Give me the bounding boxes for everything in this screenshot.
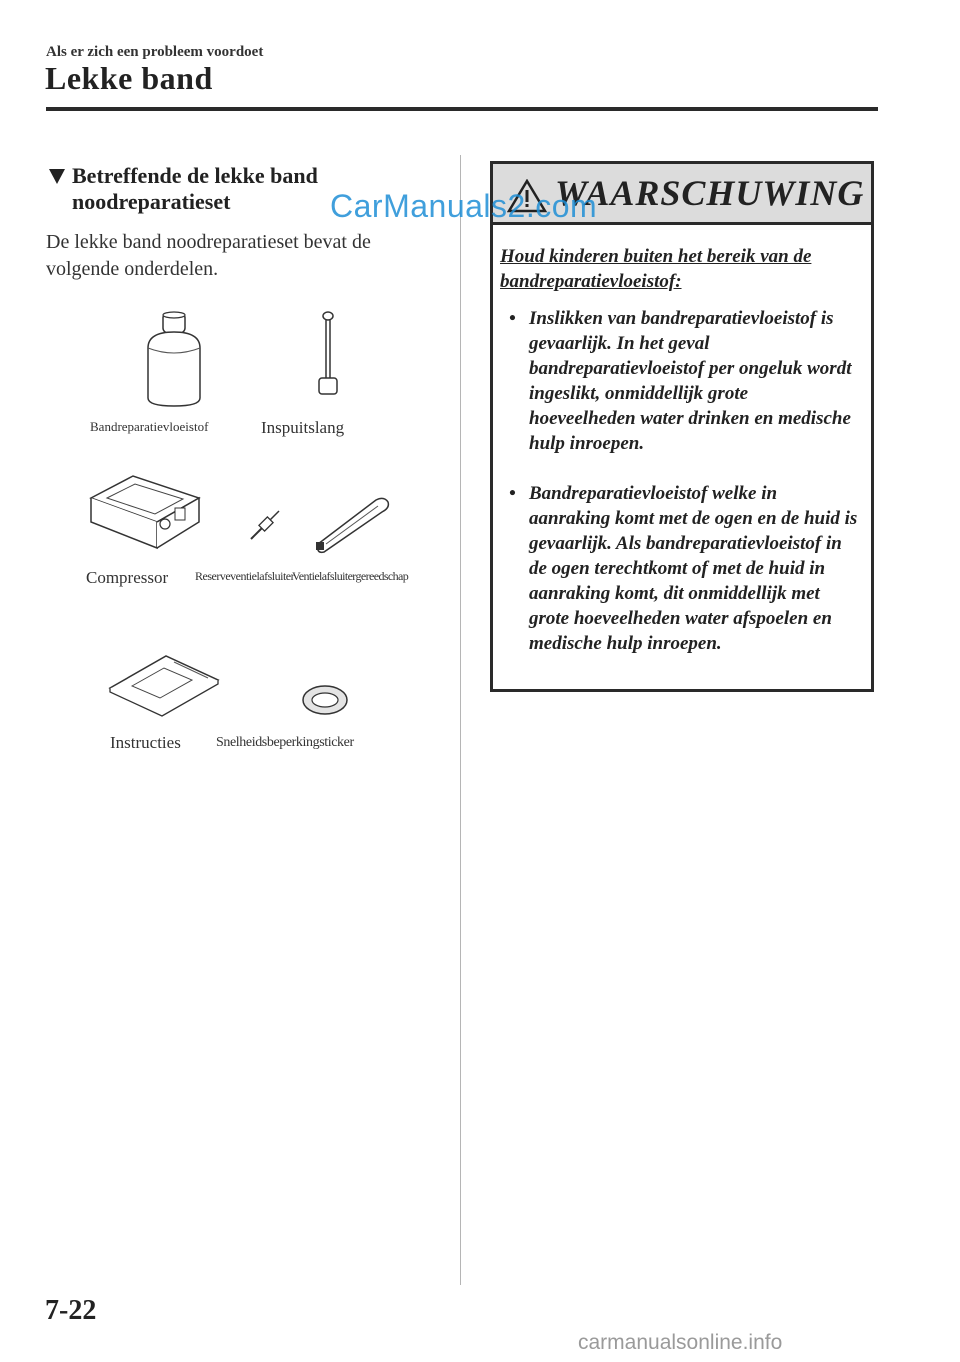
warning-bullet — [509, 306, 859, 456]
label-spare-valve-core: Reserveventielafsluiter — [195, 569, 295, 583]
watermark: CarManuals2.com — [330, 188, 598, 224]
warning-title: WAARSCHUWING — [555, 173, 865, 213]
page-title: Lekke band — [45, 60, 213, 96]
subheading-text: Betreffende de lekke band noodreparatieset — [72, 163, 318, 214]
column-divider — [460, 155, 461, 1285]
triangle-down-icon — [48, 167, 66, 185]
compressor-illustration — [85, 470, 205, 565]
injection-hose-illustration — [310, 310, 346, 400]
intro-text: De lekke band noodreparatieset bevat de volgende onderdelen. — [46, 231, 371, 280]
section-label: Als er zich een probleem voordoet — [46, 44, 264, 60]
spare-valve-core-illustration — [248, 508, 282, 542]
label-compressor: Compressor — [86, 568, 169, 587]
label-hose: Inspuitslang — [261, 418, 345, 437]
warning-bullet-text: Bandreparatievloeistof welke in aanraking komt met de ogen en de huid is gevaarlijk. Als bandreparatievloeistof in de ogen terechtkomt of met de huid in aanraking komt, dit onmiddellijk met grote hoeveelheden water afspoelen en medische hulp inroepen. — [529, 483, 858, 654]
warning-lead: Houd kinderen buiten het bereik van de bandreparatievloeistof: — [500, 246, 812, 292]
warning-bullet — [509, 481, 859, 656]
label-speed-sticker: Snelheidsbeperkingsticker — [216, 735, 354, 750]
valve-core-tool-illustration — [312, 494, 392, 554]
warning-bullet-text: Inslikken van bandreparatievloeistof is gevaarlijk. In het geval bandreparatievloeistof per ongeluk wordt ingeslikt, onmiddellijk grote hoeveelheden water drinken en medische hulp inroepen. — [529, 308, 852, 454]
label-instructions: Instructies — [110, 733, 181, 752]
label-valve-core-tool: Ventielafsluitergereedschap — [292, 569, 409, 583]
bullet-dot: • — [509, 483, 516, 504]
footer-site: carmanualsonline.info — [578, 1331, 783, 1354]
label-sealant: Bandreparatievloeistof — [90, 419, 209, 434]
warning-box — [490, 161, 874, 692]
header-rule — [46, 107, 878, 111]
speed-sticker-illustration — [300, 683, 350, 717]
bullet-dot: • — [509, 308, 516, 329]
sealant-bottle-illustration — [140, 310, 210, 410]
instructions-booklet-illustration — [108, 650, 220, 720]
page-number: 7-22 — [45, 1295, 97, 1326]
